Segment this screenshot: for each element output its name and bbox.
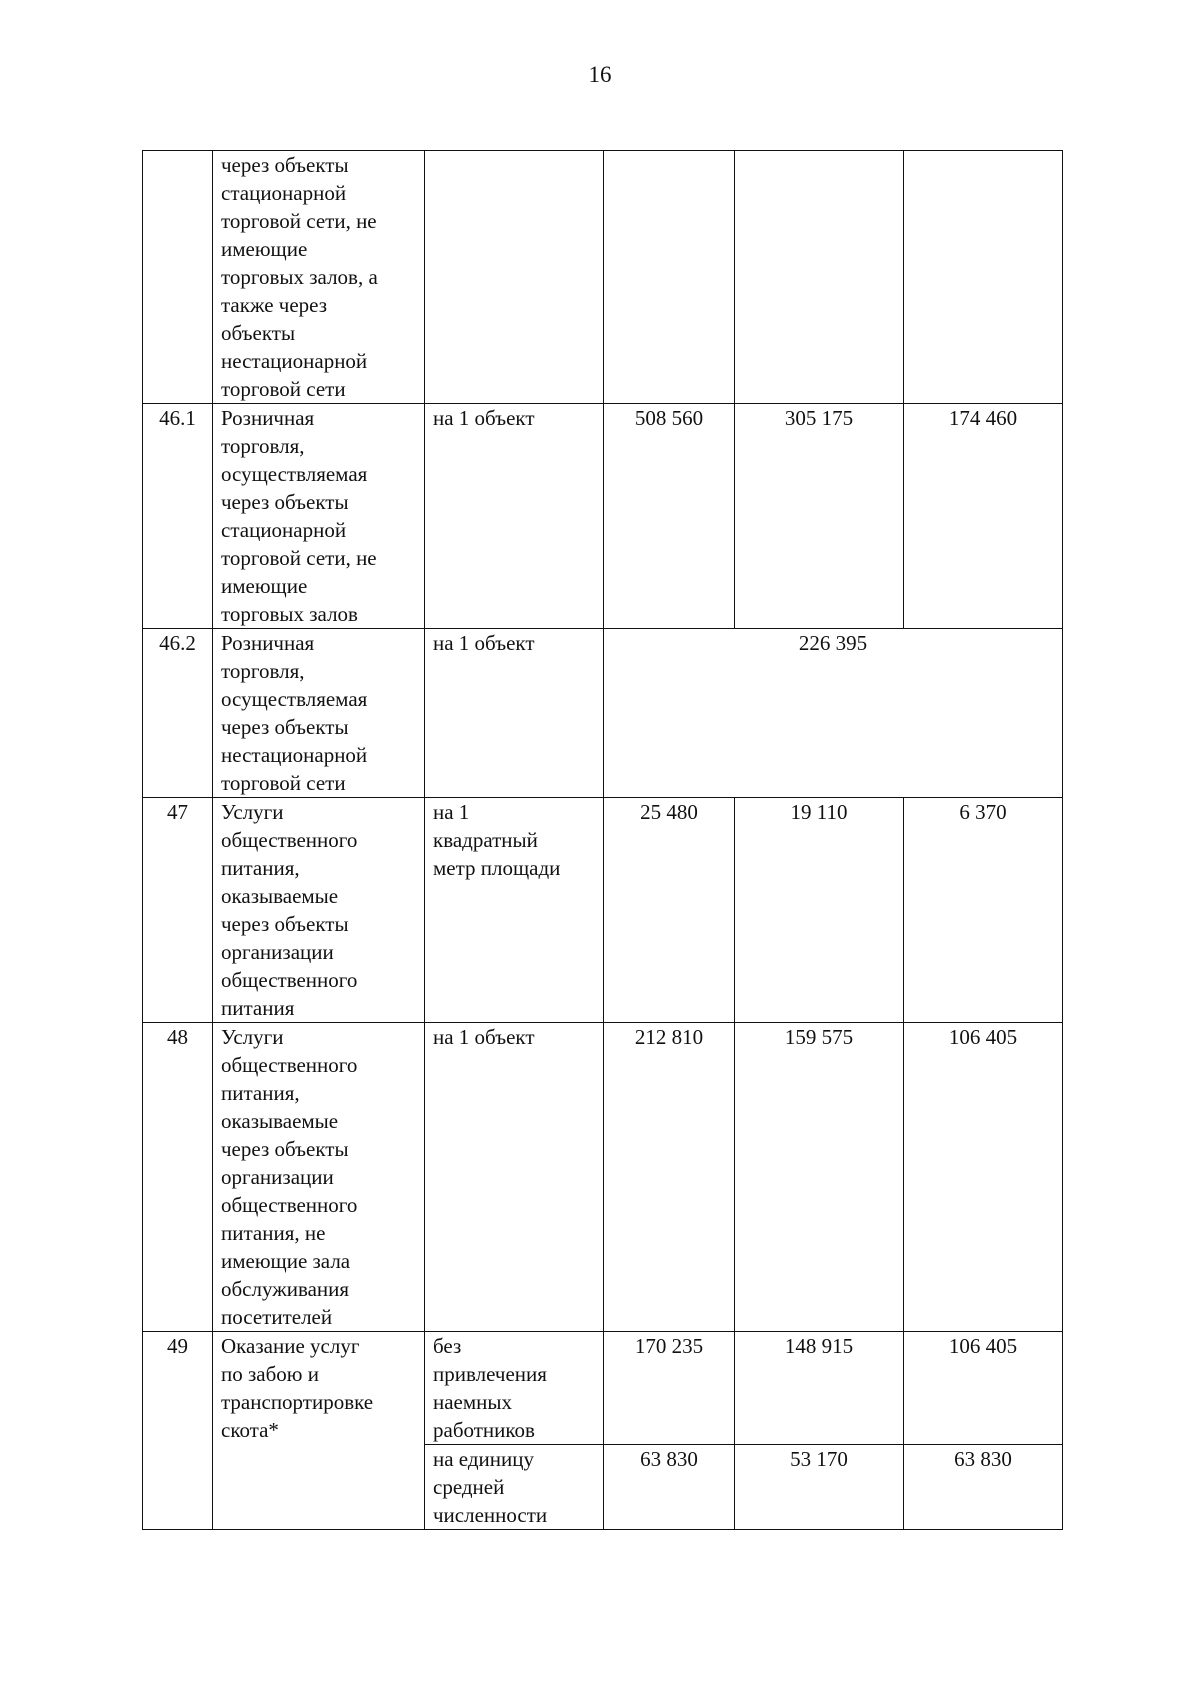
value-1: 212 810 — [604, 1023, 735, 1332]
activity-name-line: торговых залов, а — [221, 265, 378, 289]
value-3: 6 370 — [904, 798, 1063, 1023]
unit-line: привлечения — [433, 1362, 547, 1386]
row-number: 46.1 — [143, 404, 213, 629]
unit-line: на 1 объект — [433, 1025, 535, 1049]
unit-line: метр площади — [433, 856, 561, 880]
value-3: 106 405 — [904, 1332, 1063, 1445]
unit-cell — [425, 151, 604, 404]
activity-name-line: оказываемые — [221, 884, 339, 908]
row-number: 48 — [143, 1023, 213, 1332]
unit-line: на единицу — [433, 1447, 534, 1471]
activity-name-line: нестационарной — [221, 349, 368, 373]
activity-name-line: через объекты — [221, 715, 349, 739]
activity-name-line: оказываемые — [221, 1109, 339, 1133]
activity-name-line: общественного — [221, 968, 358, 992]
unit-line: наемных — [433, 1390, 513, 1414]
activity-name-line: торговых залов — [221, 602, 358, 626]
activity-name-line: питания, не — [221, 1221, 326, 1245]
activity-name-line: стационарной — [221, 518, 347, 542]
activity-name-line: общественного — [221, 1193, 358, 1217]
value-1: 63 830 — [604, 1445, 735, 1530]
unit-line: средней — [433, 1475, 505, 1499]
activity-name-line: обслуживания — [221, 1277, 350, 1301]
row-number — [143, 151, 213, 404]
activity-name-line: Оказание услуг — [221, 1334, 360, 1358]
activity-name-line: через объекты — [221, 1137, 349, 1161]
activity-name-line: стационарной — [221, 181, 347, 205]
unit-cell — [425, 798, 604, 1023]
activity-name-line: Розничная — [221, 631, 315, 655]
activity-name — [213, 1332, 425, 1530]
value-2 — [735, 151, 904, 404]
table-row — [143, 629, 1063, 798]
activity-name-line: Услуги — [221, 1025, 284, 1049]
value-2: 148 915 — [735, 1332, 904, 1445]
unit-line: на 1 — [433, 800, 470, 824]
activity-name-line: посетителей — [221, 1305, 333, 1329]
activity-name-line: через объекты — [221, 153, 349, 177]
activity-name-line: имеющие — [221, 237, 308, 261]
activity-name-line: осуществляемая — [221, 687, 368, 711]
activity-name-line: осуществляемая — [221, 462, 368, 486]
value-3: 174 460 — [904, 404, 1063, 629]
activity-name-line: питания, — [221, 856, 300, 880]
value-1: 25 480 — [604, 798, 735, 1023]
activity-name-line: организации — [221, 1165, 334, 1189]
unit-cell — [425, 629, 604, 798]
activity-name — [213, 1023, 425, 1332]
activity-name-line: питания — [221, 996, 295, 1020]
activity-name-line: Розничная — [221, 406, 315, 430]
unit-line: на 1 объект — [433, 631, 535, 655]
unit-line: квадратный — [433, 828, 538, 852]
activity-name-line: имеющие зала — [221, 1249, 351, 1273]
activity-name-line: торговля, — [221, 659, 305, 683]
activity-name — [213, 798, 425, 1023]
activity-name-line: торговой сети — [221, 771, 346, 795]
activity-name-line: организации — [221, 940, 334, 964]
activity-name-line: торговой сети, не — [221, 209, 377, 233]
activity-name — [213, 151, 425, 404]
table-row — [143, 151, 1063, 404]
table-row — [143, 1332, 1063, 1445]
tariff-table — [142, 150, 1063, 1530]
activity-name-line: скота* — [221, 1418, 279, 1442]
row-number: 49 — [143, 1332, 213, 1530]
table-row — [143, 1023, 1063, 1332]
activity-name-line: торговля, — [221, 434, 305, 458]
value-1: 508 560 — [604, 404, 735, 629]
value-2: 305 175 — [735, 404, 904, 629]
unit-line: численности — [433, 1503, 548, 1527]
table-row — [143, 404, 1063, 629]
table-row — [143, 798, 1063, 1023]
activity-name-line: торговой сети, не — [221, 546, 377, 570]
value-1 — [604, 151, 735, 404]
value-3: 63 830 — [904, 1445, 1063, 1530]
value-2: 19 110 — [735, 798, 904, 1023]
activity-name-line: питания, — [221, 1081, 300, 1105]
activity-name — [213, 629, 425, 798]
activity-name-line: транспортировке — [221, 1390, 374, 1414]
unit-cell — [425, 404, 604, 629]
unit-cell — [425, 1332, 604, 1445]
activity-name-line: через объекты — [221, 912, 349, 936]
unit-line: на 1 объект — [433, 406, 535, 430]
activity-name-line: объекты — [221, 321, 296, 345]
value-3 — [904, 151, 1063, 404]
value-3: 106 405 — [904, 1023, 1063, 1332]
unit-line: без — [433, 1334, 462, 1358]
activity-name-line: через объекты — [221, 490, 349, 514]
activity-name-line: нестационарной — [221, 743, 368, 767]
activity-name-line: по забою и — [221, 1362, 319, 1386]
value-1: 170 235 — [604, 1332, 735, 1445]
row-number: 46.2 — [143, 629, 213, 798]
unit-line: работников — [433, 1418, 535, 1442]
row-number: 47 — [143, 798, 213, 1023]
merged-value: 226 395 — [604, 629, 1063, 798]
activity-name-line: общественного — [221, 1053, 358, 1077]
activity-name — [213, 404, 425, 629]
activity-name-line: имеющие — [221, 574, 308, 598]
activity-name-line: также через — [221, 293, 328, 317]
page-number: 16 — [588, 62, 612, 87]
unit-cell — [425, 1023, 604, 1332]
value-2: 53 170 — [735, 1445, 904, 1530]
activity-name-line: торговой сети — [221, 377, 346, 401]
value-2: 159 575 — [735, 1023, 904, 1332]
activity-name-line: общественного — [221, 828, 358, 852]
activity-name-line: Услуги — [221, 800, 284, 824]
unit-cell — [425, 1445, 604, 1530]
